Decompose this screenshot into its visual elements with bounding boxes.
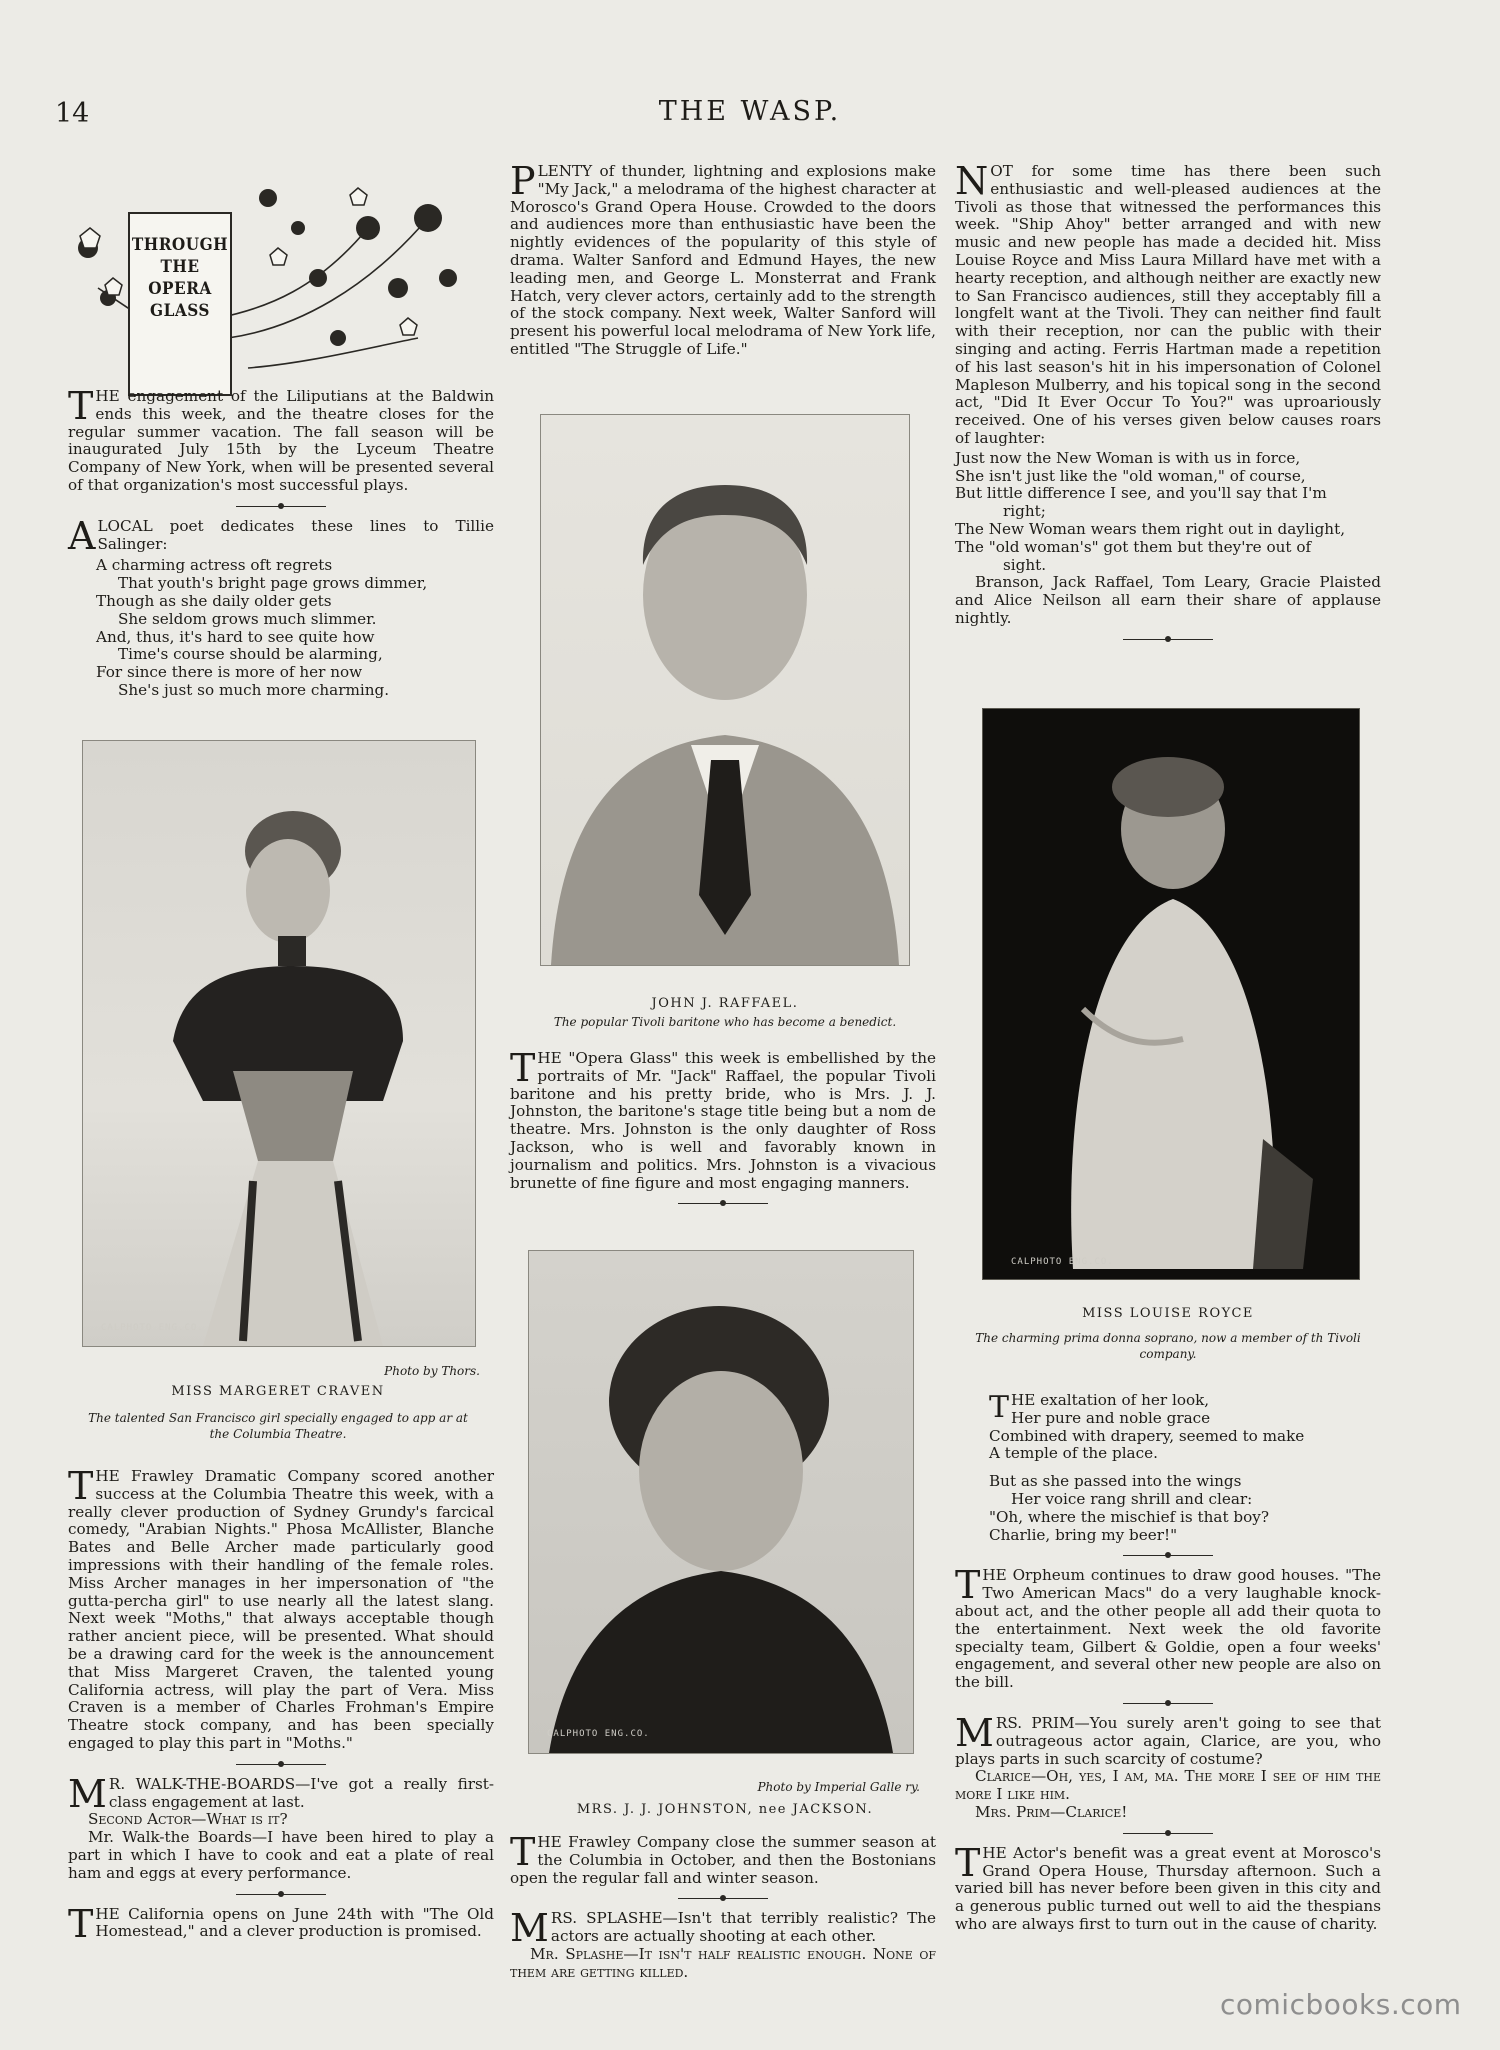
article-tivoli: NOT for some time has there been such enthusiastic and well-pleased audiences at the Tivoli as those that witnessed the performances this week. "Ship Ahoy" better arranged and with new music and new people has made a decided hit. Miss Louise Royce and Miss Laura Millard have met with a hearty reception, and although neither are exactly new to San Francisco audiences, still they acceptably fill a longfelt want at the Tivoli. They can neither find fault with their reception, nor can the public with their singing and acting. Ferris Hartman made a repetition of his last season's hit in his impersonation of Colonel Mapleson Mulberry, and his topical song in the second act, "Did It Ever Occur To You?" was uproariously received. One of his verses given below causes roars of laughter: (955, 159, 1382, 447)
article-california: THE California opens on June 24th with "The Old Homestead," and a clever production is promised. (68, 1901, 494, 1946)
topical-song-verse: Just now the New Woman is with us in force, She isn't just like the "old woman," of course, But little difference I see, and you'll say that I'm right; The New Woman wears them right out in daylight, The "old woman's" got them but they're out of sight. (955, 448, 1346, 574)
article-frawley-company: THE Frawley Company close the summer season at the Columbia in October, and then the Bostonians open the regular fall and winter season. (510, 1830, 936, 1887)
subcaption-john-raffael: The popular Tivoli baritone who has become a benedict. (553, 1015, 897, 1029)
divider (1123, 1833, 1213, 1834)
column-3-bottom (955, 1392, 1381, 1934)
portrait-figure-raffael (541, 415, 909, 965)
photo-credit-imperial: Photo by Imperial Galle ry. (757, 1780, 920, 1794)
engraver-mark: CALPHOTO ENG.CO. (547, 1729, 650, 1739)
header-line-1: THROUGH (131, 235, 229, 255)
article-walk-the-boards: M R. WALK-THE-BOARDS—I've got a really first-class engagement at last. (68, 1771, 494, 1816)
caption-margeret-craven: MISS MARGERET CRAVEN (171, 1384, 385, 1399)
column-1-top (68, 384, 494, 700)
header-line-2: THE (160, 257, 200, 277)
photo-louise-royce (982, 708, 1360, 1280)
column-1-bottom (68, 1464, 494, 1946)
divider (236, 506, 326, 507)
masthead-title: THE WASP. (658, 96, 842, 127)
poem-exaltation: THE exaltation of her look, Her pure and noble grace Combined with drapery, seemed to make A temple of the place. But as she passed into the wings Her voice rang shrill and clear: "Oh, where the mischief is that boy? Charlie, bring my beer!" (989, 1390, 1305, 1544)
portrait-figure-royce (983, 709, 1359, 1279)
divider (1123, 639, 1213, 640)
column-2-middle (510, 1046, 936, 1215)
column-2-bottom (510, 1830, 936, 1982)
portrait-figure-craven (83, 741, 475, 1346)
divider (678, 1898, 768, 1899)
article-splashe: MRS. SPLASHE—Isn't that terribly realistic? The actors are actually shooting at each other. (510, 1906, 936, 1951)
divider (236, 1764, 326, 1765)
engraver-mark: CALPHOTO ENG.CO. (1011, 1257, 1114, 1267)
site-watermark: comicbooks.com (1220, 1988, 1462, 2021)
caption-john-raffael: JOHN J. RAFFAEL. (651, 996, 799, 1011)
subcaption-louise-royce: The charming prima donna soprano, now a member of th Tivoli company. (975, 1331, 1361, 1361)
article-actors-benefit: THE Actor's benefit was a great event at Morosco's Grand Opera House, Thursday afternoon. Such a varied bill has never before been given in this city and a generous public turned out well to aid the thespians who are always first to turn out in the cause of charity. (955, 1840, 1381, 1933)
article-mrs-prim: MRS. PRIM—You surely aren't going to see that outrageous actor again, Clarice, are you, who plays parts in such scarcity of costume? (955, 1710, 1381, 1768)
engraver-mark: CALPHOTO ENG.CO. (101, 1323, 204, 1333)
article-orpheum: THE Orpheum continues to draw good houses. "The Two American Macs" do a very laughable knock-about act, and the other people all add their quota to the entertainment. Next week the old favorite specialty team, Gilbert & Goldie, open a four weeks' engagement, and several other new people are also on the bill. (955, 1563, 1381, 1692)
divider (1123, 1703, 1213, 1704)
article-local-poet: ALOCAL poet dedicates these lines to Tillie Salinger: (68, 513, 494, 558)
article-frawley-dramatic: THE Frawley Dramatic Company scored another success at the Columbia Theatre this week, with a really clever production of Sydney Grundy's farcical comedy, "Arabian Nights." Phosa McAllister, Blanche Bates and Belle Archer made particularly good impressions with their handling of the female roles. Miss Archer manages in her impersonation of "the gutta-percha girl" to use nearly all the latest slang. Next week "Moths," that always acceptable though rather ancient piece, will be presented. What should be a drawing card for the week is the announcement that Miss Margeret Craven, the talented young California actress, will play the part of Vera. Miss Craven is a member of Charles Frohman's Empire Theatre stock company, and has been specially engaged to play this part in "Moths." (68, 1464, 494, 1752)
photo-credit-thors: Photo by Thors. (384, 1364, 480, 1378)
dialogue-second-actor: Second Actor—What is it? (88, 1810, 288, 1829)
article-branson: Branson, Jack Raffael, Tom Leary, Gracie Plaisted and Alice Neilson all earn their share of applause nightly. (955, 573, 1381, 627)
photo-margeret-craven (82, 740, 476, 1347)
caption-louise-royce: MISS LOUISE ROYCE (1082, 1306, 1254, 1321)
dialogue-walk-the-boards: Mr. Walk-the Boards—I have been hired to play a part in which I have to cook and eat a plate of real ham and eggs at every performance. (68, 1828, 494, 1882)
header-line-4: GLASS (150, 301, 210, 321)
dialogue-mr-splashe: Mr. Splashe—It isn't half realistic enough. None of them are getting killed. (510, 1944, 936, 1981)
dialogue-clarice: Clarice—Oh, yes, I am, ma. The more I see of him the more I like him. (955, 1767, 1381, 1804)
photo-john-raffael (540, 414, 910, 966)
dialogue-mrs-prim: Mrs. Prim—Clarice! (975, 1802, 1128, 1821)
subcaption-margeret-craven: The talented San Francisco girl specially engaged to app ar at the Columbia Theatre. (88, 1411, 468, 1441)
photo-mrs-johnston (528, 1250, 914, 1754)
column-3-top (955, 159, 1382, 651)
poem-tillie: A charming actress oft regrets That youth's bright page grows dimmer, Though as she daily older gets She seldom grows much slimmer. And, thus, it's hard to see quite how Time's course should be alarming, For since there is more of her now She's just so much more charming. (96, 556, 428, 699)
portrait-figure-johnston (529, 1251, 913, 1753)
article-opera-glass: THE "Opera Glass" this week is embellished by the portraits of Mr. "Jack" Raffael, the popular Tivoli baritone and his pretty bride, who is Mrs. J. J. Johnston, the baritone's stage title being but a nom de theatre. Mrs. Johnston is the only daughter of Ross Jackson, who is well and favorably known in journalism and politics. Mrs. Johnston is a vivacious brunette of fine figure and most engaging manners. (510, 1046, 936, 1192)
page-number: 14 (55, 98, 90, 129)
column-2-top (510, 159, 936, 359)
divider (1123, 1555, 1213, 1556)
section-header-box (128, 212, 232, 396)
divider (236, 1894, 326, 1895)
divider (678, 1203, 768, 1204)
header-line-3: OPERA (148, 279, 212, 299)
article-plenty-of-thunder: PLENTY of thunder, lightning and explosions make "My Jack," a melodrama of the highest character at Morosco's Grand Opera House. Crowded to the doors and audiences more than enthusiastic have been the nightly evidences of the popularity of this style of drama. Walter Sanford and Edmund Hayes, the new leading men, and George L. Monsterrat and Frank Hatch, very clever actors, certainly add to the strength of the stock company. Next week, Walter Sanford will present his powerful local melodrama of New York life, entitled "The Struggle of Life." (510, 159, 936, 358)
article-liliputians: THE engagement of the Liliputians at the Baldwin ends this week, and the theatre closes for the regular summer vacation. The fall season will be inaugurated July 15th by the Lyceum Theatre Company of New York, when will be presented several of that organization's most successful plays. (68, 384, 494, 494)
caption-mrs-johnston: MRS. J. J. JOHNSTON, nee JACKSON. (576, 1802, 874, 1817)
